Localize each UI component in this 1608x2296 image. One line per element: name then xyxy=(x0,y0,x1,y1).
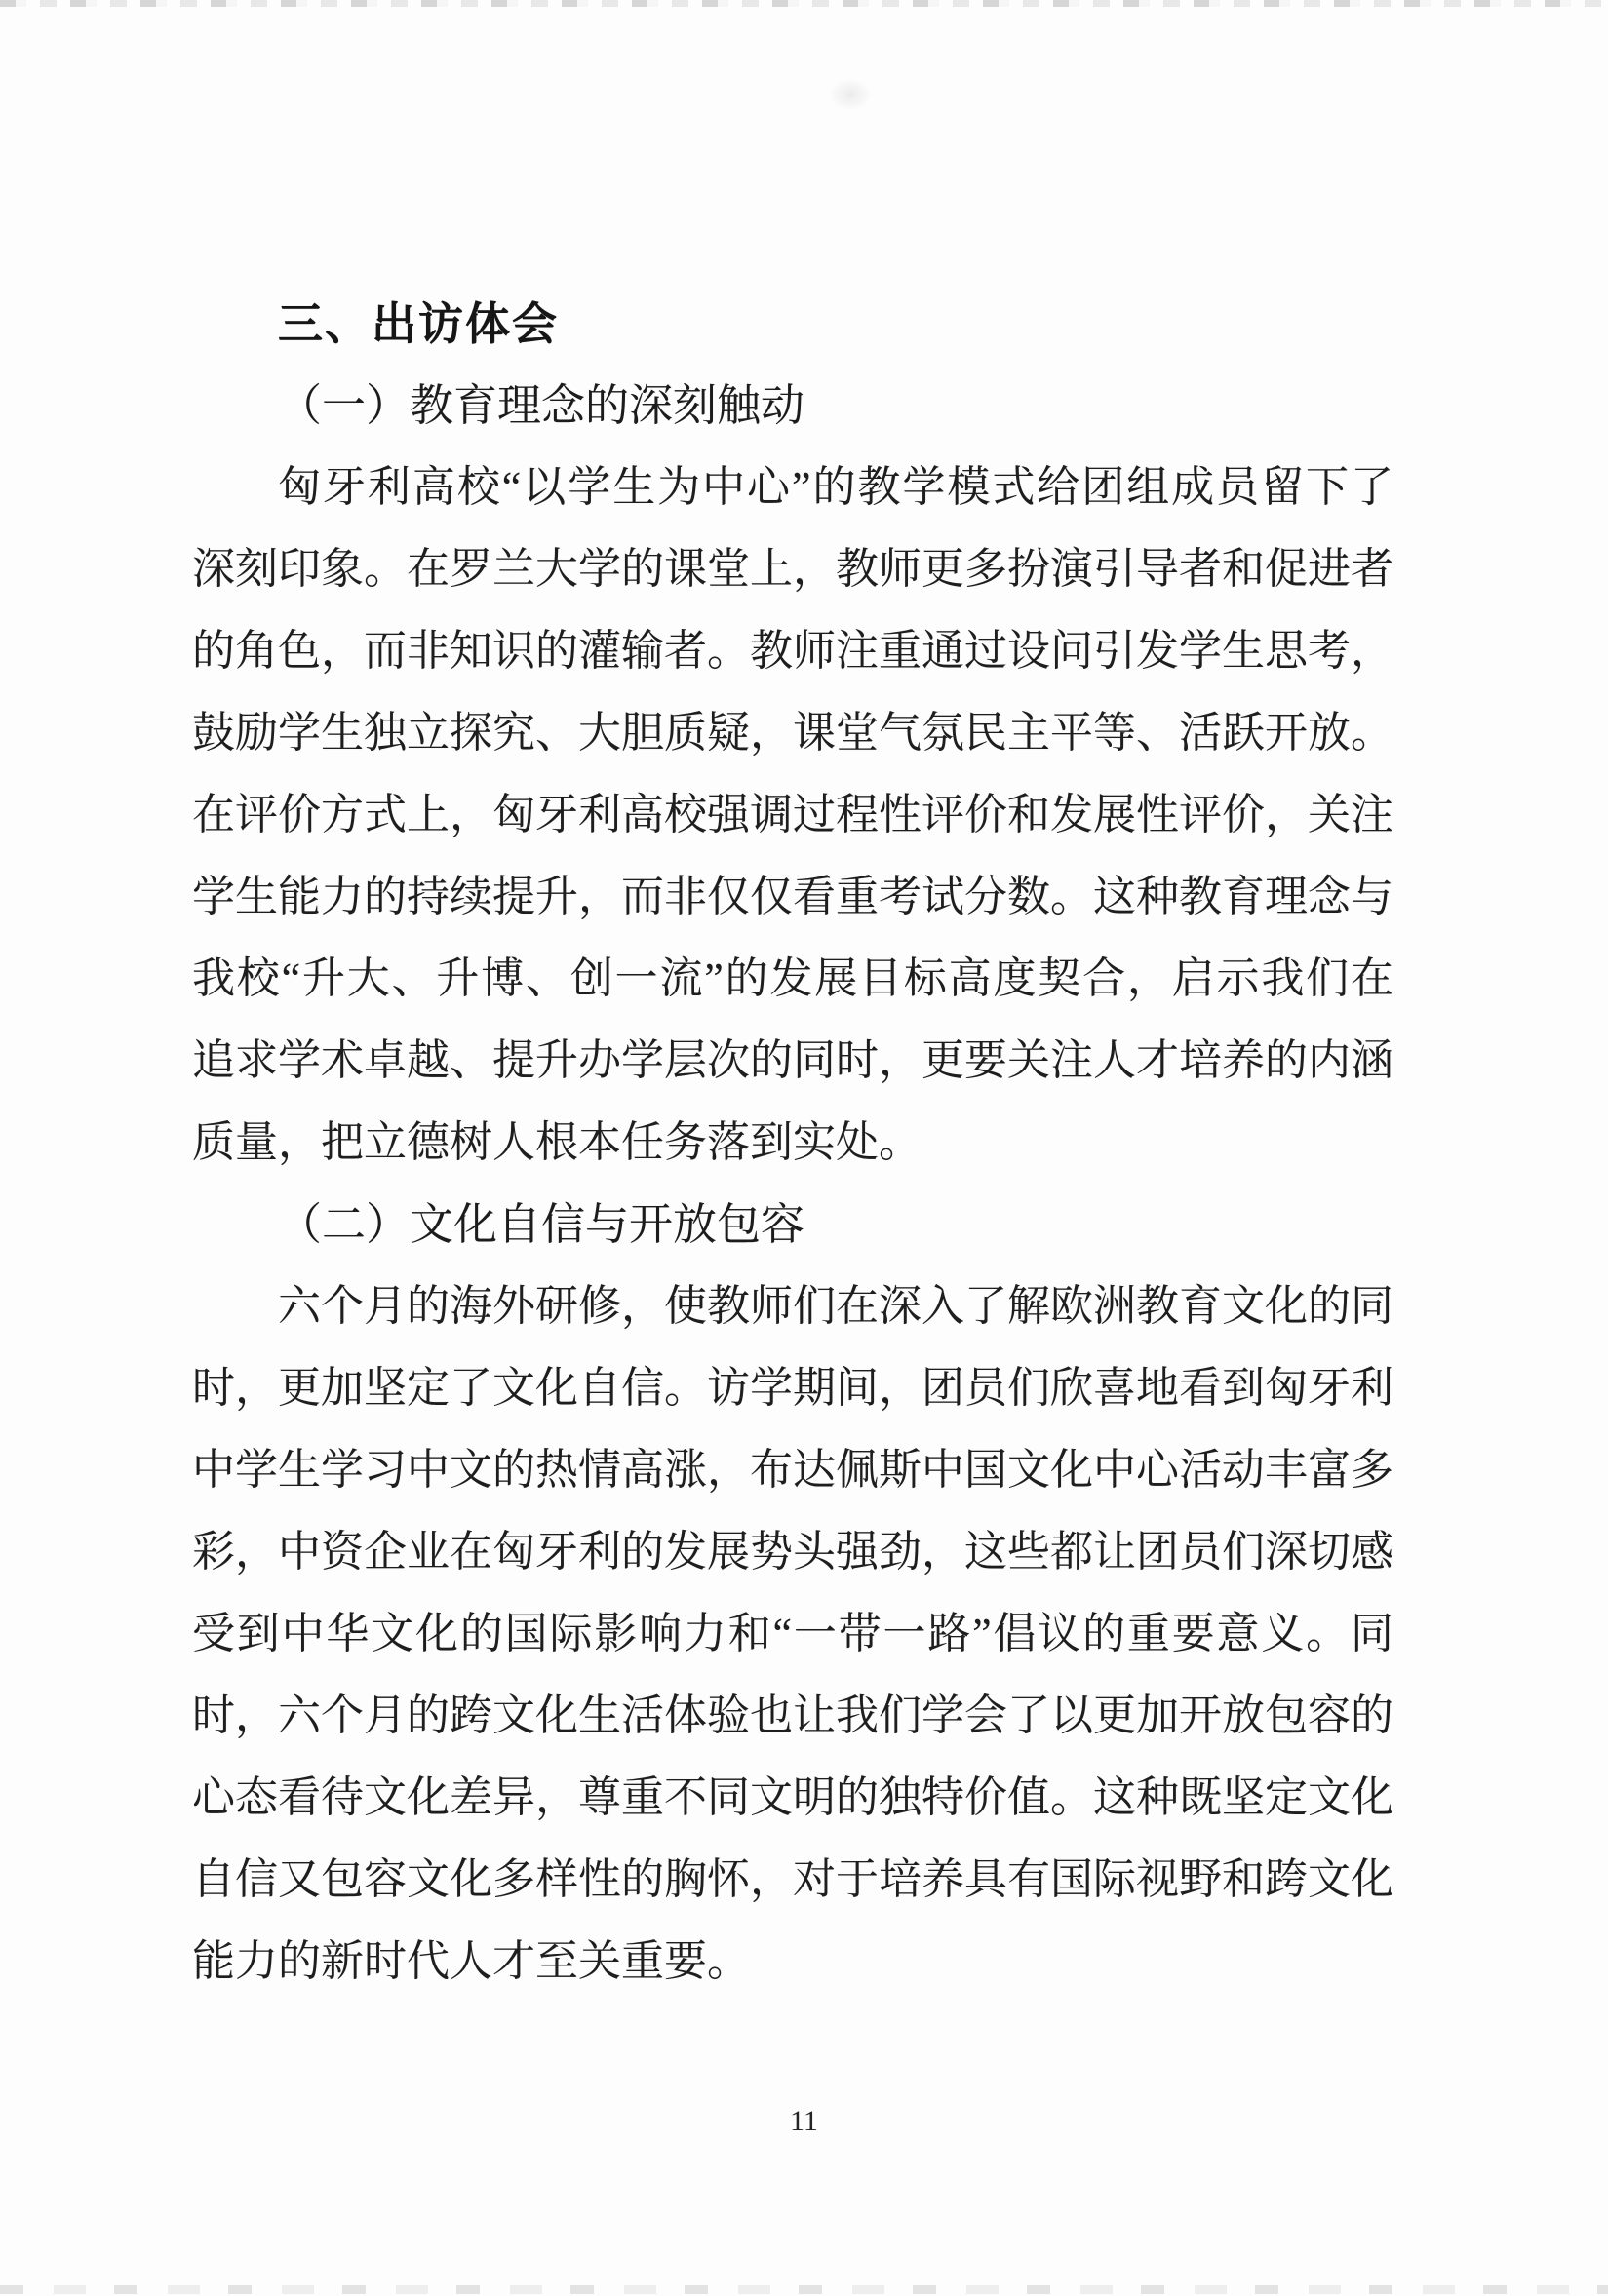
text-line: 时，六个月的跨文化生活体验也让我们学会了以更加开放包容的 xyxy=(192,1692,1393,1739)
text-line: 鼓励学生独立探究、大胆质疑，课堂气氛民主平等、活跃开放。 xyxy=(192,709,1393,757)
text-line: 中学生学习中文的热情高涨，布达佩斯中国文化中心活动丰富多 xyxy=(192,1446,1393,1494)
text-line: 的角色，而非知识的灌输者。教师注重通过设问引发学生思考， xyxy=(192,627,1393,675)
scan-noise-top-edge xyxy=(0,0,1608,7)
text-line: 追求学术卓越、提升办学层次的同时，更要关注人才培养的内涵 xyxy=(192,1036,1393,1084)
text-line: 心态看待文化差异，尊重不同文明的独特价值。这种既坚定文化 xyxy=(192,1773,1393,1821)
text-line: 学生能力的持续提升，而非仅仅看重考试分数。这种教育理念与 xyxy=(192,873,1393,920)
subsection-heading-1: （一）教育理念的深刻触动 xyxy=(278,381,805,430)
text-line: 时，更加坚定了文化自信。访学期间，团员们欣喜地看到匈牙利 xyxy=(192,1364,1393,1412)
text-line: 能力的新时代人才至关重要。 xyxy=(192,1937,750,1985)
scan-noise-bottom-edge xyxy=(0,2285,1608,2294)
paragraph-1 xyxy=(192,447,1393,1184)
text-line: 质量，把立德树人根本任务落到实处。 xyxy=(192,1118,922,1166)
text-line: 受到中华文化的国际影响力和“一带一路”倡议的重要意义。同 xyxy=(192,1610,1393,1657)
text-line: 六个月的海外研修，使教师们在深入了解欧洲教育文化的同 xyxy=(278,1282,1393,1330)
section-heading: 三、出访体会 xyxy=(278,298,559,349)
text-line: 深刻印象。在罗兰大学的课堂上，教师更多扮演引导者和促进者 xyxy=(192,545,1393,593)
document-body xyxy=(192,283,1393,2003)
scan-smudge xyxy=(829,78,872,111)
text-line: 在评价方式上，匈牙利高校强调过程性评价和发展性评价，关注 xyxy=(192,791,1393,838)
text-line: 匈牙利高校“以学生为中心”的教学模式给团组成员留下了 xyxy=(278,463,1393,511)
subsection-heading-2: （二）文化自信与开放包容 xyxy=(278,1200,805,1249)
text-line: 我校“升大、升博、创一流”的发展目标高度契合，启示我们在 xyxy=(192,954,1393,1002)
text-line: 自信又包容文化多样性的胸怀，对于培养具有国际视野和跨文化 xyxy=(192,1855,1393,1903)
paragraph-2 xyxy=(192,1265,1393,2003)
page-number: 11 xyxy=(790,2105,818,2137)
text-line: 彩，中资企业在匈牙利的发展势头强劲，这些都让团员们深切感 xyxy=(192,1528,1393,1576)
